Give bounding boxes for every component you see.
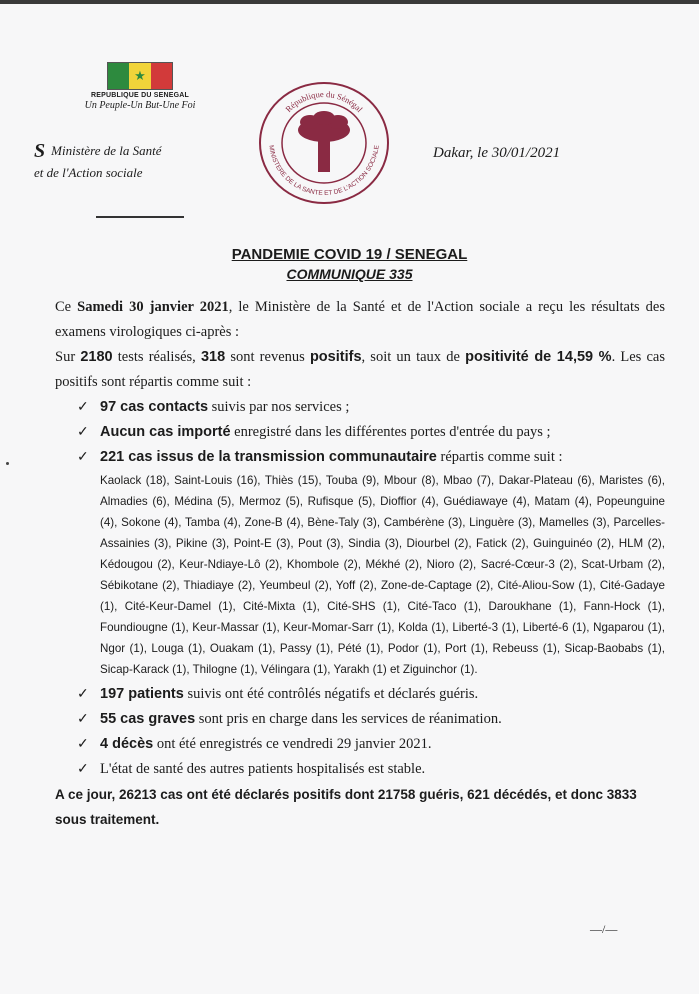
- item-text: sont pris en charge dans les services de réanimation.: [195, 711, 502, 727]
- ministry-logo-icon: S: [34, 140, 46, 162]
- list-item: [55, 682, 665, 707]
- intro-text: , le Ministère de la Santé et de l'Action sociale a reçu les résultats des examens virologiques ci-après :: [55, 299, 665, 340]
- republic-header: [55, 62, 225, 111]
- list-item: [55, 445, 665, 470]
- item-text: suivis ont été contrôlés négatifs et déclarés guéris.: [183, 686, 479, 702]
- republic-label: REPUBLIQUE DU SENEGAL: [91, 92, 189, 99]
- intro-paragraph: [55, 295, 665, 345]
- communique-body: [55, 295, 665, 832]
- tests-text: sont revenus: [225, 349, 310, 365]
- intro-text: Ce: [55, 299, 78, 315]
- item-text: ont été enregistrés ce vendredi 29 janvier 2021.: [153, 736, 432, 752]
- list-item: [55, 732, 665, 757]
- severe-cases: 55 cas graves: [100, 711, 196, 727]
- tests-text: Sur: [55, 349, 81, 365]
- checkmark-icon: ✓: [77, 450, 89, 465]
- seal-top-text: République du Sénégal: [283, 88, 365, 115]
- checkmark-icon: ✓: [77, 425, 89, 440]
- cumulative-summary: A ce jour, 26213 cas ont été déclarés positifs dont 21758 guéris, 621 décédés, et donc 3833 sous traitement.: [55, 787, 637, 827]
- tests-count: 2180: [80, 349, 113, 365]
- ministry-line-2: et de l'Action sociale: [34, 165, 143, 180]
- communique-number: COMMUNIQUE 335: [286, 266, 413, 282]
- contact-cases: 97 cas contacts: [100, 399, 209, 415]
- item-text: L'état de santé des autres patients hospitalisés est stable.: [100, 761, 426, 777]
- case-breakdown-list: [55, 395, 665, 470]
- checkmark-icon: ✓: [77, 737, 89, 752]
- checkmark-icon: ✓: [77, 400, 89, 415]
- document-title: PANDEMIE COVID 19 / SENEGAL: [231, 246, 468, 263]
- checkmark-icon: ✓: [77, 762, 89, 777]
- seal-bottom-text: MINISTERE DE LA SANTE ET DE L'ACTION SOCIALE: [267, 144, 381, 198]
- item-text: répartis comme suit :: [436, 449, 563, 465]
- senegal-flag-icon: ★: [107, 62, 173, 90]
- deaths: 4 décès: [100, 736, 154, 752]
- outcomes-list: [55, 682, 665, 782]
- checkmark-icon: ✓: [77, 712, 89, 727]
- list-item: [55, 395, 665, 420]
- item-text: suivis par nos services ;: [208, 399, 350, 415]
- checkmark-icon: ✓: [77, 687, 89, 702]
- top-border: [0, 0, 699, 4]
- positive-count: 318: [200, 349, 226, 365]
- imported-cases: Aucun cas importé: [100, 424, 231, 440]
- list-item: [55, 757, 665, 782]
- svg-text:République du Sénégal: [283, 89, 365, 115]
- scan-speck: [6, 462, 9, 465]
- report-date: Samedi 30 janvier 2021: [77, 299, 229, 315]
- tests-text: , soit un taux de: [361, 349, 466, 365]
- localities-breakdown: Kaolack (18), Saint-Louis (16), Thiès (15), Touba (9), Mbour (8), Mbao (7), Dakar-Plateau (6), Maristes (6), Almadies (6), Médina (5), Mermoz (5), Rufisque (5), Dioffior (4), Guédiawaye (4), Matam (4), Popeunguine (4), Sokone (4), Tamba (4), Zone-B (4), Bène-Taly (3), Cambérène (3), Linguère (3), Mamelles (3), Parcelles-Assainies (3), Pikine (3), Point-E (3), Pout (3), Sindia (3), Diourbel (2), Fatick (2), Guinguinéo (2), HLM (2), Kédougou (2), Keur-Ndiaye-Lô (2), Khombole (2), Mékhé (2), Nioro (2), Sacré-Cœur-3 (2), Scat-Urbam (2), Sébikotane (2), Thiadiaye (2), Yeumbeul (2), Yoff (2), Zone-de-Captage (2), Cité-Aliou-Sow (1), Cité-Gadaye (1), Cité-Keur-Damel (1), Cité-Mixta (1), Cité-SHS (1), Cité-Taco (1), Daroukhane (1), Fann-Hock (1), Foundiougne (1), Keur-Massar (1), Keur-Momar-Sarr (1), Kolda (1), Liberté-3 (1), Liberté-6 (1), Ngaparou (1), Ngor (1), Louga (1), Ouakam (1), Passy (1), Pété (1), Podor (1), Port (1), Rebeuss (1), Sicap-Baobabs (1), Sicap-Karack (1), Thilogne (1), Vélingara (1), Yarakh (1) et Ziguinchor (1).: [100, 474, 665, 676]
- community-cases: 221 cas issus de la transmission communautaire: [100, 449, 437, 465]
- list-item: [55, 707, 665, 732]
- positivity-rate: positivité de 14,59 %: [465, 349, 612, 365]
- tests-text: tests réalisés,: [112, 349, 201, 365]
- ministry-name: [34, 140, 161, 183]
- ministry-seal-stamp: [255, 78, 393, 208]
- dateline: Dakar, le 30/01/2021: [433, 145, 561, 161]
- positive-word: positifs: [309, 349, 362, 365]
- ministry-line-1: Ministère de la Santé: [51, 143, 162, 158]
- list-item: [55, 420, 665, 445]
- national-motto: Un Peuple-Un But-Une Foi: [84, 100, 196, 111]
- tests-text: . Les cas positifs sont répartis comme suit :: [55, 349, 665, 390]
- baobab-icon: [298, 111, 350, 172]
- recovered-patients: 197 patients: [100, 686, 184, 702]
- tests-paragraph: [55, 345, 665, 395]
- item-text: enregistré dans les différentes portes d'entrée du pays ;: [230, 424, 551, 440]
- header-rule: [96, 216, 184, 218]
- end-mark: —/—: [590, 922, 618, 936]
